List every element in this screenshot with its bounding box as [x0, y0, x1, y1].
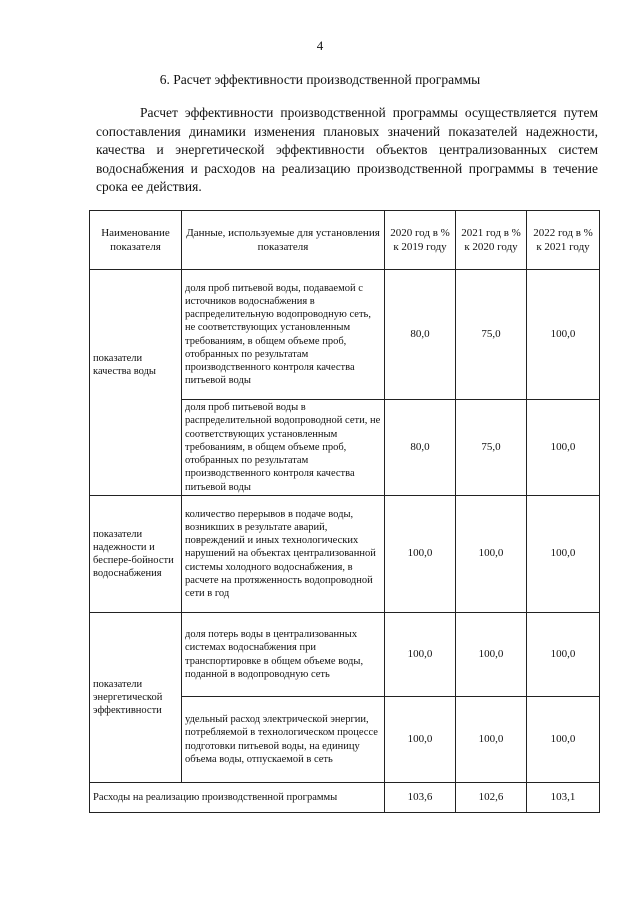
value-2021: 100,0: [456, 496, 527, 613]
row-description: доля потерь воды в централизованных системах водоснабжения при транспортировке в общем объеме воды, поданной в водопроводную сеть: [182, 613, 385, 697]
value-2022: 100,0: [527, 613, 600, 697]
group-label-quality: показатели качества воды: [90, 270, 182, 496]
group-label-reliability: показатели надежности и беспере-бойности водоснабжения: [90, 496, 182, 613]
row-description: доля проб питьевой воды, подаваемой с источников водоснабжения в распределительную водопроводную сеть, не соответствующих установленным требованиям, в общем объеме проб, отобранных по результатам производственного контроля качества питьевой воды: [182, 270, 385, 400]
group-label-energy: показатели энергетической эффективности: [90, 613, 182, 783]
header-2022: 2022 год в % к 2021 году: [527, 211, 600, 270]
value-2022: 100,0: [527, 496, 600, 613]
value-2022: 103,1: [527, 783, 600, 813]
page-number: 4: [316, 38, 324, 53]
table-row: [90, 270, 600, 400]
value-2021: 75,0: [456, 270, 527, 400]
body-paragraph: Расчет эффективности производственной программы осуществляется путем сопоставления динамики изменения плановых значений показателей надежности, качества и энергетической эффективности объектов централизованных систем водоснабжения и расходов на реализацию производственной программы в течение срока ее действия.: [96, 105, 598, 194]
header-2020: 2020 год в % к 2019 году: [385, 211, 456, 270]
value-2021: 75,0: [456, 400, 527, 496]
value-2022: 100,0: [527, 697, 600, 783]
table-row: [90, 496, 600, 613]
value-2020: 103,6: [385, 783, 456, 813]
table-footer-row: [90, 783, 600, 813]
expenses-label: Расходы на реализацию производственной программы: [90, 783, 385, 813]
row-description: количество перерывов в подаче воды, возникших в результате аварий, повреждений и иных технологических нарушений на объектах централизованной системы холодного водоснабжения, в расчете на протяженность водопроводной сети в год: [182, 496, 385, 613]
value-2022: 100,0: [527, 400, 600, 496]
header-data: Данные, используемые для установления показателя: [182, 211, 385, 270]
value-2020: 100,0: [385, 613, 456, 697]
value-2022: 100,0: [527, 270, 600, 400]
section-title: 6. Расчет эффективности производственной программы: [159, 72, 481, 87]
efficiency-table: [89, 210, 600, 813]
value-2021: 100,0: [456, 613, 527, 697]
value-2021: 100,0: [456, 697, 527, 783]
value-2020: 100,0: [385, 697, 456, 783]
header-2021: 2021 год в % к 2020 году: [456, 211, 527, 270]
table-header-row: [90, 211, 600, 270]
row-description: удельный расход электрической энергии, потребляемой в технологическом процессе подготовки питьевой воды, на единицу объема воды, отпускаемой в сеть: [182, 697, 385, 783]
value-2021: 102,6: [456, 783, 527, 813]
value-2020: 80,0: [385, 270, 456, 400]
table-row: [90, 613, 600, 697]
value-2020: 100,0: [385, 496, 456, 613]
value-2020: 80,0: [385, 400, 456, 496]
row-description: доля проб питьевой воды в распределительной водопроводной сети, не соответствующих установленным требованиям, в общем объеме проб, отобранных по результатам производственного контроля качества питьевой воды: [182, 400, 385, 496]
header-name: Наименование показателя: [90, 211, 182, 270]
